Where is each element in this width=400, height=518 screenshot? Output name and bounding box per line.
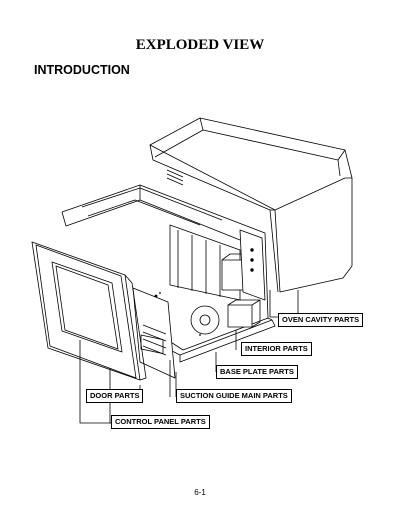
section-heading: INTRODUCTION (34, 63, 130, 77)
label-door-parts: DOOR PARTS (86, 389, 143, 403)
label-base-plate-parts: BASE PLATE PARTS (216, 365, 298, 379)
label-suction-guide-main-parts: SUCTION GUIDE MAIN PARTS (176, 389, 292, 403)
screw-marker (199, 334, 201, 336)
screw-marker (159, 292, 161, 294)
page-title: EXPLODED VIEW (135, 37, 265, 53)
label-oven-cavity-parts: OVEN CAVITY PARTS (278, 313, 363, 327)
label-control-panel-parts: CONTROL PANEL PARTS (111, 415, 210, 429)
page-number: 6-1 (194, 488, 206, 497)
label-interior-parts: INTERIOR PARTS (241, 342, 312, 356)
